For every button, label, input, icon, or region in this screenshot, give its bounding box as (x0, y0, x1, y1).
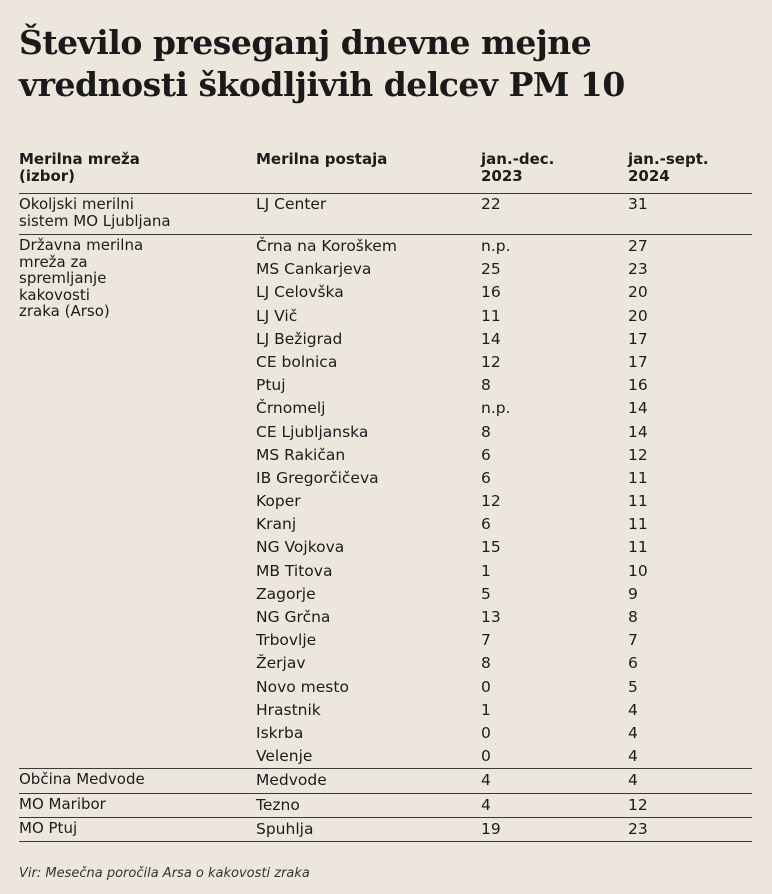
station-name: MS Cankarjeva (256, 260, 372, 279)
value-2024: 7 (628, 631, 638, 650)
value-2023: 0 (481, 747, 491, 766)
value-2024: 23 (628, 260, 648, 279)
value-2024: 23 (628, 819, 648, 838)
value-2023: 25 (481, 260, 501, 279)
station-name: LJ Bežigrad (256, 329, 343, 348)
value-2024: 12 (628, 445, 648, 464)
value-2023: 0 (481, 723, 491, 742)
table-row (19, 281, 752, 304)
network-name: Občina Medvode (19, 770, 145, 789)
table-row (19, 699, 752, 722)
value-2023: 13 (481, 608, 501, 626)
table-row (19, 328, 752, 351)
value-2024: 17 (628, 352, 648, 371)
station-name: Črna na Koroškem (256, 237, 397, 255)
value-2024: 4 (628, 747, 638, 766)
value-2023: 6 (481, 515, 491, 534)
value-2024: 6 (628, 654, 638, 673)
table-row (19, 794, 752, 817)
value-2023: 5 (481, 584, 491, 603)
station-name: MB Titova (256, 561, 333, 580)
value-2023: 14 (481, 329, 501, 348)
value-2023: n.p. (481, 399, 511, 418)
network-name: MO Ptuj (19, 818, 78, 837)
station-name: Črnomelj (256, 399, 326, 418)
value-2023: 12 (481, 352, 501, 371)
station-name: Novo mesto (256, 677, 349, 696)
value-2024: 17 (628, 329, 648, 348)
station-name: Medvode (256, 771, 327, 790)
table-row (19, 397, 752, 420)
value-2024: 11 (628, 538, 648, 557)
station-name: Tezno (256, 795, 300, 814)
network-name: Državna merilna mreža za spremljanje kakovosti zraka (Arso) (19, 236, 144, 320)
table-row (19, 374, 752, 397)
value-2023: 16 (481, 283, 501, 302)
value-2023: 19 (481, 819, 501, 838)
station-name: Koper (256, 492, 301, 511)
table-row (19, 676, 752, 699)
value-2023: 8 (481, 376, 491, 395)
header-2024: jan.-sept. 2024 (628, 150, 709, 185)
pm10-exceedance-table (19, 151, 752, 842)
table-row (19, 722, 752, 745)
table-group (19, 235, 752, 769)
value-2023: 4 (481, 795, 491, 814)
value-2023: 15 (481, 538, 501, 557)
table-row (19, 583, 752, 606)
value-2023: 11 (481, 306, 501, 325)
table-row (19, 629, 752, 652)
table-row (19, 467, 752, 490)
header-2023: jan.-dec. 2023 (481, 150, 555, 185)
value-2023: 22 (481, 195, 501, 213)
value-2024: 14 (628, 399, 648, 418)
value-2024: 4 (628, 771, 638, 790)
table-row (19, 769, 752, 792)
network-name: Okoljski merilni sistem MO Ljubljana (19, 195, 171, 230)
table-row (19, 606, 752, 629)
header-network: Merilna mreža (izbor) (19, 150, 140, 185)
value-2024: 31 (628, 195, 648, 213)
station-name: IB Gregorčičeva (256, 468, 379, 487)
value-2023: 8 (481, 654, 491, 673)
value-2024: 20 (628, 306, 648, 325)
station-name: CE Ljubljanska (256, 422, 369, 441)
table-group (19, 769, 752, 793)
table-row (19, 652, 752, 675)
value-2023: 1 (481, 700, 491, 719)
station-name: LJ Celovška (256, 283, 344, 302)
table-row (19, 513, 752, 536)
value-2024: 11 (628, 492, 648, 511)
table-group (19, 194, 752, 235)
value-2024: 4 (628, 700, 638, 719)
station-name: Ptuj (256, 376, 286, 395)
value-2024: 27 (628, 237, 648, 255)
table-row (19, 444, 752, 467)
value-2023: 7 (481, 631, 491, 650)
table-row (19, 235, 752, 258)
value-2024: 8 (628, 608, 638, 626)
station-name: NG Vojkova (256, 538, 345, 557)
value-2024: 12 (628, 795, 648, 814)
page-title: Število preseganj dnevne mejne vrednosti škodljivih delcev PM 10 (19, 23, 625, 104)
value-2024: 14 (628, 422, 648, 441)
value-2023: n.p. (481, 237, 511, 255)
value-2024: 20 (628, 283, 648, 302)
table-row (19, 421, 752, 444)
network-name: MO Maribor (19, 794, 106, 813)
table-row (19, 351, 752, 374)
header-station: Merilna postaja (256, 150, 388, 168)
station-name: Kranj (256, 515, 297, 534)
station-name: LJ Center (256, 195, 327, 213)
table-group (19, 818, 752, 842)
station-name: Zagorje (256, 584, 316, 603)
value-2023: 8 (481, 422, 491, 441)
table-group (19, 794, 752, 818)
table-row (19, 560, 752, 583)
station-name: NG Grčna (256, 608, 331, 626)
value-2024: 9 (628, 584, 638, 603)
station-name: Spuhlja (256, 819, 314, 838)
table-row (19, 490, 752, 513)
station-name: Trbovlje (256, 631, 317, 650)
table-header (19, 151, 752, 194)
station-name: Hrastnik (256, 700, 321, 719)
station-name: CE bolnica (256, 352, 338, 371)
table-row (19, 305, 752, 328)
value-2024: 4 (628, 723, 638, 742)
value-2023: 12 (481, 492, 501, 511)
station-name: Velenje (256, 747, 313, 766)
value-2023: 6 (481, 468, 491, 487)
value-2024: 16 (628, 376, 648, 395)
value-2023: 6 (481, 445, 491, 464)
value-2023: 4 (481, 771, 491, 790)
station-name: MS Rakičan (256, 445, 346, 464)
table-row (19, 258, 752, 281)
table-body (19, 194, 752, 842)
station-name: LJ Vič (256, 306, 298, 325)
table-row (19, 745, 752, 768)
table-row (19, 194, 752, 234)
table-row (19, 818, 752, 841)
table-row (19, 536, 752, 559)
value-2024: 5 (628, 677, 638, 696)
station-name: Žerjav (256, 654, 306, 673)
value-2023: 0 (481, 677, 491, 696)
value-2024: 11 (628, 515, 648, 534)
value-2024: 11 (628, 468, 648, 487)
source-note: Vir: Mesečna poročila Arsa o kakovosti zraka (19, 866, 310, 881)
value-2023: 1 (481, 561, 491, 580)
station-name: Iskrba (256, 723, 304, 742)
value-2024: 10 (628, 561, 648, 580)
